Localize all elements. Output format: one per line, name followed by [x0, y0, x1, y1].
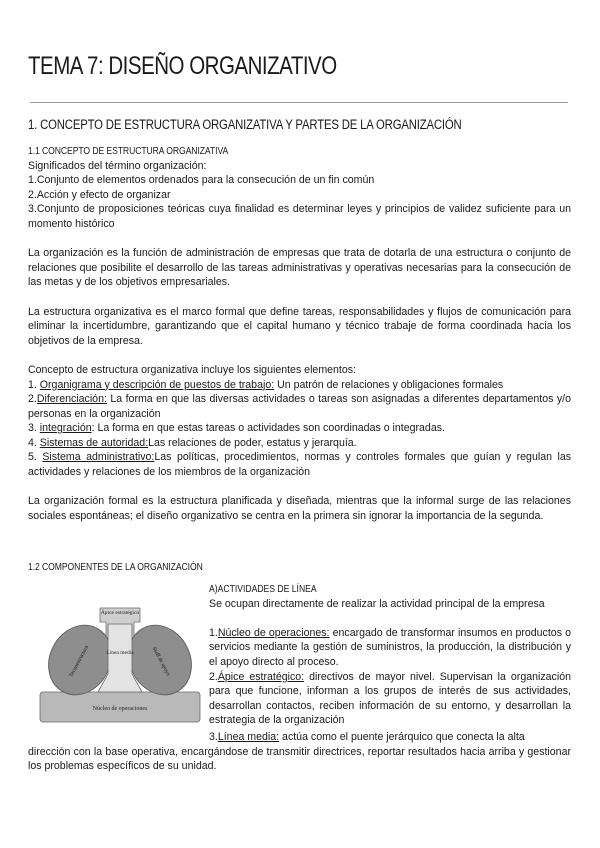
subsection-1-1-heading: 1.1 CONCEPTO DE ESTRUCTURA ORGANIZATIVA [28, 145, 229, 157]
diagram-label-right: Staff de apoyo [150, 646, 172, 678]
linea-media-paragraph: 3.Línea media: actúa como el puente jerárquico que conecta la alta dirección con la base operativa, encargándose de transmitir directrices, reportar resultados hacia arriba y gestionar los problemas específicos de su unidad. [28, 731, 571, 773]
meaning-item: 2.Acción y efecto de organizar [28, 188, 171, 201]
line-item: 2.Ápice estratégico: directivos de mayor nivel. Supervisan la organización para que funcione, informan a los grupos de interés de sus actividades, desarrollan contactos, reciben información de su entorno, y desarrollan la estrategia de la organización [209, 670, 571, 727]
meaning-item: 1.Conjunto de elementos ordenados para la consecución de un fin común [28, 174, 375, 187]
page-title: TEMA 7: DISEÑO ORGANIZATIVO [28, 52, 337, 80]
line-activities-intro: Se ocupan directamente de realizar la actividad principal de la empresa [209, 597, 545, 610]
subsection-1-2 [28, 561, 241, 573]
line-activities-heading: A)ACTIVIDADES DE LÍNEA [209, 583, 317, 595]
element-item: 4. Sistemas de autoridad:Las relaciones de poder, estatus y jerarquía. [28, 436, 357, 449]
title-divider [30, 102, 568, 103]
elements-intro: Concepto de estructura organizativa incluye los siguientes elementos: [28, 363, 357, 376]
section-1-heading: 1. CONCEPTO DE ESTRUCTURA ORGANIZATIVA Y PARTES DE LA ORGANIZACIÓN [28, 117, 462, 132]
mintzberg-diagram [38, 604, 202, 726]
element-item: 2.Diferenciación: La forma en que las diversas actividades o tareas son asignadas a diferentes departamentos y/o personas en la organización [28, 393, 571, 420]
paragraph-estructura: La estructura organizativa es el marco formal que define tareas, responsabilidades y flujos de comunicación para eliminar la incertidumbre, garantizando que el capital humano y técnico trabaje de forma coordinada hacia los objetivos de la empresa. [28, 305, 571, 347]
diagram-label-bottom: Núcleo de operaciones [92, 706, 148, 712]
line-item: 1.Núcleo de operaciones: encargado de transformar insumos en productos o servicios mediante la gestión de suministros, la producción, la distribución y el apoyo directo al proceso. [209, 626, 572, 668]
meanings-intro: Significados del término organización: [28, 159, 207, 172]
element-item: 3. integración: La forma en que estas tareas o actividades son coordinadas o integradas. [28, 422, 445, 435]
paragraph-organizacion: La organización es la función de administración de empresas que trata de dotarla de una estructura o conjunto de relaciones que posibilite el desarrollo de las tareas administrativas y operativas necesarias para la consecución de las metas y de los objetivos empresariales. [28, 247, 571, 289]
element-item: 1. Organigrama y descripción de puestos de trabajo: Un patrón de relaciones y obligaciones formales [28, 378, 504, 391]
diagram-label-center: Línea media [106, 650, 134, 656]
diagram-label-left: Tecnoestructura [68, 644, 90, 679]
section-1-body [28, 144, 571, 523]
diagram-label-top: Ápice estratégico [100, 610, 140, 616]
paragraph-formal-informal: La organización formal es la estructura planificada y diseñada, mientras que la informal surge de las relaciones sociales espontáneas; el diseño organizativo se centra en la primera sin ignorar la importancia de la segunda. [28, 495, 571, 522]
subsection-1-2-heading: 1.2 COMPONENTES DE LA ORGANIZACIÓN [28, 561, 203, 573]
meaning-item: 3.Conjunto de proposiciones teóricas cuya finalidad es determinar leyes y principios de validez suficiente para un momento histórico [28, 203, 571, 230]
element-item: 5. Sistema administrativo:Las políticas, procedimientos, normas y controles formales que guían y regulan las actividades y relaciones de los miembros de la organización [28, 451, 572, 479]
line-activities-column [209, 582, 571, 728]
